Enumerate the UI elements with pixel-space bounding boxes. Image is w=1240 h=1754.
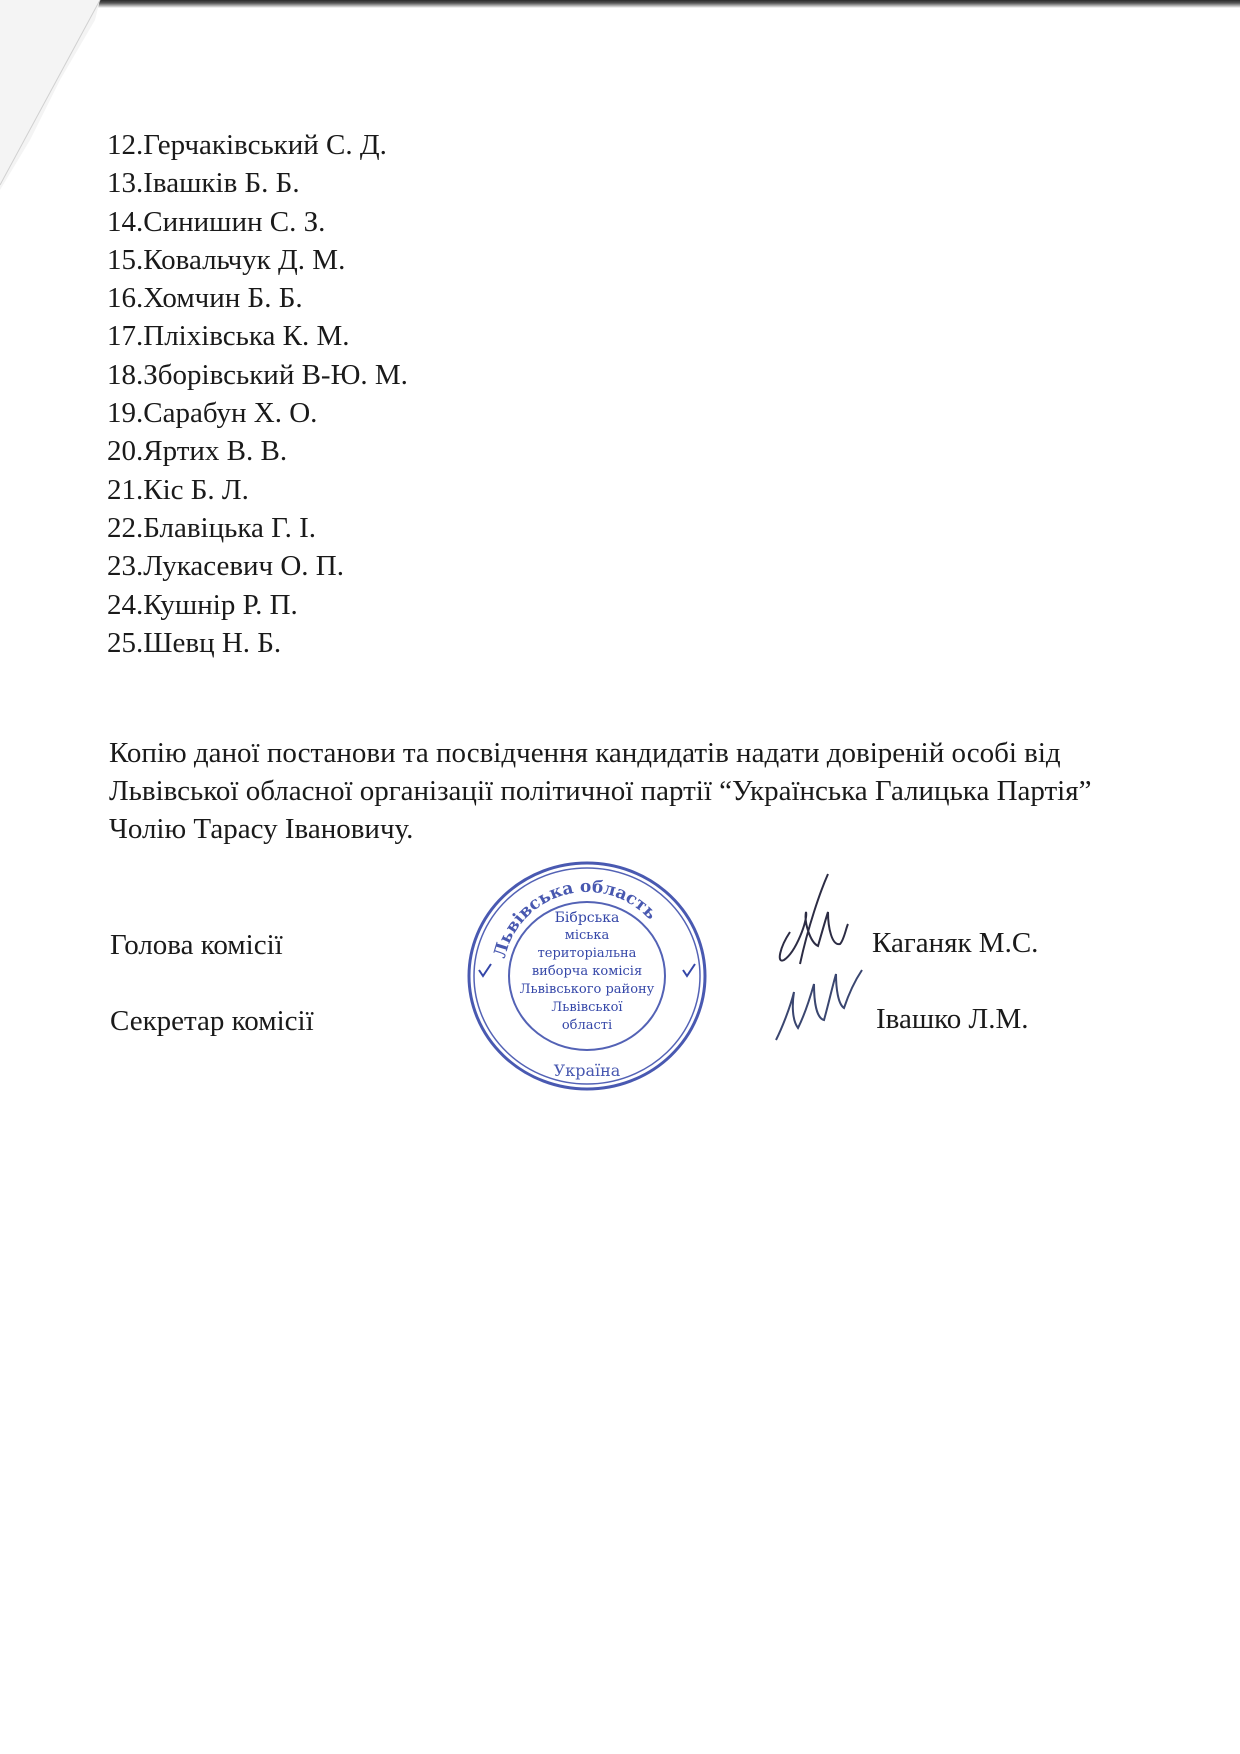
seal-inner-line: Бібрська	[554, 910, 620, 926]
candidate-item: 13.Івашків Б. Б.	[107, 167, 300, 200]
secretary-signature	[770, 958, 870, 1048]
copy-instruction-paragraph: Копію даної постанови та посвідчення кандидатів надати довіреній особі від Львівської обласної організації політичної партії “Українська Галицька Партія” Чолію Тарасу Івановичу.	[109, 737, 1092, 845]
head-signature	[770, 872, 870, 972]
seal-inner-line: області	[561, 1018, 613, 1033]
candidate-item: 17.Пліхівська К. М.	[107, 320, 350, 353]
candidate-item: 15.Ковальчук Д. М.	[107, 243, 346, 276]
head-role-label: Голова комісії	[110, 929, 283, 961]
seal-inner-line: міська	[564, 928, 610, 943]
candidate-item: 24.Кушнір Р. П.	[107, 588, 298, 621]
scan-corner-fold	[0, 0, 110, 190]
candidate-item: 21.Кіс Б. Л.	[107, 473, 249, 506]
candidate-item: 19.Сарабун Х. О.	[107, 397, 318, 430]
seal-inner-line: виборча комісія	[531, 964, 643, 979]
scan-top-edge	[0, 0, 1240, 8]
candidate-item: 18.Зборівський В-Ю. М.	[107, 358, 408, 391]
candidate-item: 25.Шевц Н. Б.	[107, 626, 282, 659]
seal-outer-bottom-text: Україна	[553, 1061, 621, 1080]
candidate-list	[107, 126, 408, 662]
candidate-item: 16.Хомчин Б. Б.	[107, 282, 303, 315]
seal-outer-top-text: Львівська область	[489, 876, 661, 961]
seal-inner-line: територіальна	[537, 946, 637, 961]
seal-check-icon	[479, 964, 491, 976]
candidate-item: 20.Яртих В. В.	[107, 435, 288, 468]
candidate-item: 23.Лукасевич О. П.	[107, 550, 344, 583]
candidate-item: 14.Синишин С. З.	[107, 205, 326, 238]
seal-check-icon	[683, 964, 695, 976]
secretary-name: Івашко Л.М.	[876, 1003, 1029, 1035]
head-name: Каганяк М.С.	[872, 927, 1039, 959]
official-seal	[465, 858, 710, 1094]
seal-inner-line: Львівської	[551, 1000, 623, 1015]
seal-inner-line: Львівського району	[519, 982, 655, 997]
candidate-item: 22.Блавіцька Г. І.	[107, 511, 317, 544]
candidate-item: 12.Герчаківський С. Д.	[107, 129, 387, 161]
secretary-role-label: Секретар комісії	[110, 1005, 314, 1037]
